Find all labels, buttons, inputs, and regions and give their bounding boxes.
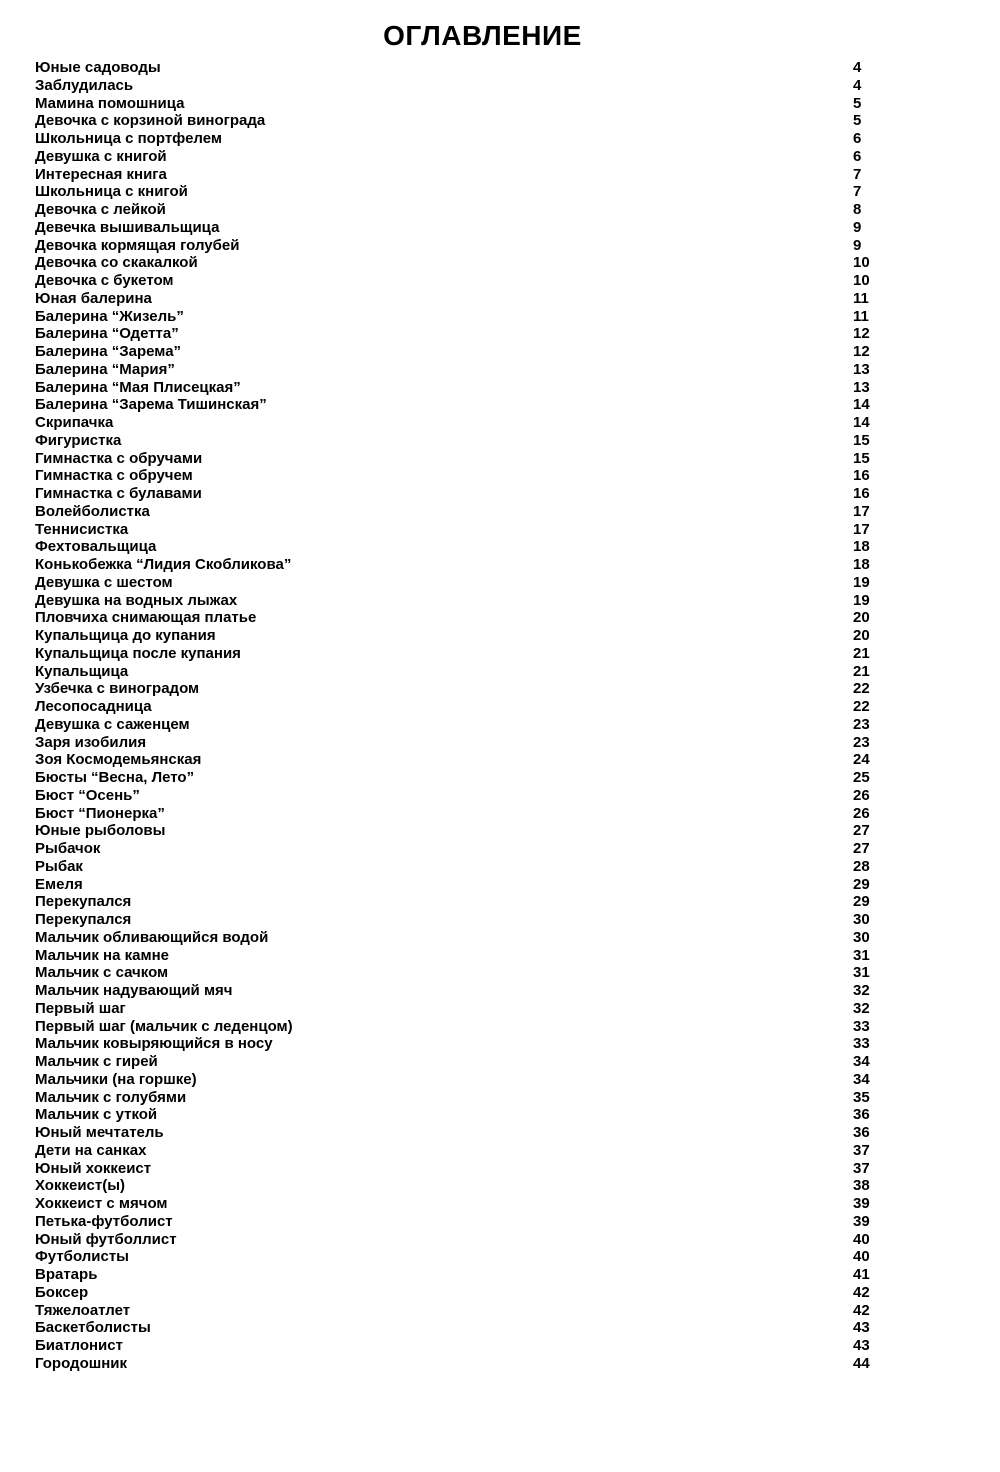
- toc-row: [35, 112, 1000, 130]
- toc-entry-page: 35: [853, 1088, 870, 1106]
- page-title: ОГЛАВЛЕНИЕ: [383, 20, 582, 51]
- toc-row: [35, 308, 1000, 326]
- toc-entry-label: Балерина “Мая Плисецкая”: [35, 378, 241, 396]
- toc-entry-page: 30: [853, 928, 870, 946]
- toc-row: [35, 1248, 1000, 1266]
- toc-entry-label: Баскетболисты: [35, 1319, 151, 1337]
- toc-row: [35, 1284, 1000, 1302]
- toc-row: [35, 1195, 1000, 1213]
- toc-row: [35, 290, 1000, 308]
- toc-entry-page: 32: [853, 982, 870, 999]
- toc-entry-label: Заблудилась: [35, 76, 134, 94]
- toc-row: [35, 503, 1000, 521]
- toc-entry-page: 29: [853, 893, 870, 911]
- toc-row: [35, 130, 1000, 148]
- toc-row: [35, 663, 1000, 681]
- toc-row: [35, 1035, 1000, 1053]
- toc-entry-page: 11: [853, 289, 869, 307]
- toc-entry-label: Мальчик ковыряющийся в носу: [35, 1035, 273, 1053]
- toc-row: [35, 166, 1000, 184]
- toc-entry-page: 42: [853, 1283, 870, 1301]
- toc-entry-page: 4: [853, 76, 862, 94]
- toc-entry-page: 40: [853, 1248, 870, 1266]
- toc-row: [35, 219, 1000, 237]
- toc-entry-label: Мальчик с голубями: [35, 1088, 187, 1106]
- toc-row: [35, 1124, 1000, 1142]
- toc-entry-page: 39: [853, 1195, 870, 1212]
- toc-entry-label: Зоя Космодемьянская: [35, 751, 202, 769]
- toc-entry-label: Мальчик с сачком: [35, 964, 169, 982]
- toc-entry-page: 10: [853, 254, 870, 272]
- toc-entry-page: 12: [853, 325, 870, 343]
- toc-entry-label: Рыбак: [35, 857, 83, 875]
- toc-entry-label: Купальщица до купания: [35, 627, 216, 644]
- toc-row: [35, 947, 1000, 965]
- toc-entry-label: Заря изобилия: [35, 733, 147, 751]
- toc-entry-page: 7: [853, 183, 862, 201]
- toc-entry-label: Мальчик надувающий мяч: [35, 982, 233, 999]
- toc-row: [35, 1089, 1000, 1107]
- toc-entry-label: Мальчик с уткой: [35, 1106, 158, 1124]
- toc-entry-page: 23: [853, 733, 870, 751]
- toc-row: [35, 805, 1000, 823]
- toc-entry-page: 34: [853, 1053, 870, 1070]
- toc-entry-label: Юные садоводы: [35, 59, 161, 76]
- toc-entry-label: Девушка на водных лыжах: [35, 591, 238, 609]
- toc-entry-page: 44: [853, 1354, 870, 1372]
- toc-entry-page: 36: [853, 1106, 870, 1124]
- toc-entry-label: Юный хоккеист: [35, 1159, 152, 1177]
- toc-row: [35, 876, 1000, 894]
- toc-row: [35, 521, 1000, 539]
- toc-row: [35, 734, 1000, 752]
- toc-entry-page: 38: [853, 1177, 870, 1195]
- toc-row: [35, 379, 1000, 397]
- toc-row: [35, 432, 1000, 450]
- toc-row: [35, 396, 1000, 414]
- toc-entry-label: Юные рыболовы: [35, 822, 166, 840]
- toc-row: [35, 201, 1000, 219]
- toc-entry-page: 37: [853, 1141, 870, 1159]
- toc-row: [35, 183, 1000, 201]
- toc-entry-page: 22: [853, 698, 870, 715]
- toc-row: [35, 822, 1000, 840]
- toc-entry-label: Волейболистка: [35, 502, 150, 520]
- toc-entry-label: Балерина “Одетта”: [35, 325, 179, 343]
- toc-entry-label: Фигуристка: [35, 431, 122, 449]
- toc-entry-page: 21: [853, 662, 870, 680]
- toc-row: [35, 1071, 1000, 1089]
- toc-row: [35, 1355, 1000, 1373]
- toc-entry-label: Мальчик на камне: [35, 946, 169, 964]
- toc-entry-label: Перекупался: [35, 911, 132, 928]
- toc-entry-label: Мальчик обливающийся водой: [35, 928, 269, 946]
- toc-entry-page: 26: [853, 804, 870, 822]
- toc-row: [35, 716, 1000, 734]
- toc-row: [35, 1319, 1000, 1337]
- toc-entry-label: Юная балерина: [35, 289, 152, 307]
- toc-entry-label: Юный футболлист: [35, 1230, 177, 1248]
- toc-entry-label: Вратарь: [35, 1266, 98, 1283]
- toc-entry-page: 5: [853, 94, 862, 112]
- toc-entry-page: 31: [853, 946, 870, 964]
- toc-entry-page: 8: [853, 201, 862, 218]
- toc-entry-label: Бюст “Пионерка”: [35, 804, 165, 822]
- toc-entry-label: Девочка с корзиной винограда: [35, 112, 266, 130]
- toc-entry-page: 27: [853, 840, 870, 857]
- toc-row: [35, 964, 1000, 982]
- toc-row: [35, 1302, 1000, 1320]
- toc-entry-page: 33: [853, 1017, 870, 1035]
- toc-row: [35, 1106, 1000, 1124]
- toc-entry-page: 20: [853, 609, 870, 627]
- toc-entry-page: 9: [853, 218, 862, 236]
- toc-row: [35, 1213, 1000, 1231]
- toc-row: [35, 840, 1000, 858]
- toc-row: [35, 361, 1000, 379]
- toc-row: [35, 450, 1000, 468]
- toc-row: [35, 982, 1000, 1000]
- toc-entry-label: Гимнастка с обручем: [35, 467, 193, 485]
- toc-row: [35, 95, 1000, 113]
- table-of-contents: [35, 59, 1000, 1373]
- toc-entry-page: 16: [853, 485, 870, 502]
- toc-entry-page: 11: [853, 307, 869, 325]
- toc-entry-page: 29: [853, 875, 870, 893]
- toc-entry-page: 27: [853, 822, 870, 840]
- toc-row: [35, 1142, 1000, 1160]
- toc-entry-page: 42: [853, 1301, 870, 1319]
- toc-entry-label: Фехтовальщица: [35, 538, 157, 556]
- toc-entry-label: Мальчик с гирей: [35, 1053, 158, 1070]
- toc-entry-label: Лесопосадница: [35, 698, 152, 715]
- toc-entry-page: 28: [853, 857, 870, 875]
- toc-row: [35, 77, 1000, 95]
- toc-entry-label: Перекупался: [35, 893, 132, 911]
- toc-row: [35, 1177, 1000, 1195]
- toc-entry-label: Юный мечтатель: [35, 1124, 164, 1141]
- toc-entry-label: Балерина “Жизель”: [35, 307, 184, 325]
- toc-row: [35, 698, 1000, 716]
- toc-row: [35, 893, 1000, 911]
- toc-row: [35, 645, 1000, 663]
- toc-entry-label: Девечка вышивальщица: [35, 218, 220, 236]
- toc-row: [35, 680, 1000, 698]
- toc-entry-label: Хоккеист с мячом: [35, 1195, 168, 1212]
- toc-entry-page: 6: [853, 147, 862, 165]
- toc-row: [35, 538, 1000, 556]
- toc-entry-label: Дети на санках: [35, 1141, 147, 1159]
- toc-entry-label: Хоккеист(ы): [35, 1177, 126, 1195]
- toc-entry-page: 22: [853, 680, 870, 698]
- toc-entry-page: 41: [853, 1266, 870, 1283]
- toc-row: [35, 148, 1000, 166]
- toc-entry-page: 24: [853, 751, 870, 769]
- toc-entry-label: Интересная книга: [35, 165, 167, 183]
- toc-entry-label: Рыбачок: [35, 840, 101, 857]
- toc-entry-label: Купальщица после купания: [35, 644, 241, 662]
- toc-entry-page: 13: [853, 378, 870, 396]
- toc-entry-page: 34: [853, 1070, 870, 1088]
- toc-row: [35, 858, 1000, 876]
- toc-entry-page: 15: [853, 431, 870, 449]
- toc-entry-label: Девушка с саженцем: [35, 715, 190, 733]
- toc-entry-label: Школьница с портфелем: [35, 130, 223, 147]
- toc-row: [35, 325, 1000, 343]
- toc-row: [35, 343, 1000, 361]
- toc-entry-label: Балерина “Зарема”: [35, 343, 182, 360]
- toc-row: [35, 1000, 1000, 1018]
- toc-row: [35, 485, 1000, 503]
- toc-entry-label: Мамина помошница: [35, 94, 185, 112]
- toc-entry-page: 10: [853, 272, 870, 289]
- toc-entry-page: 13: [853, 360, 870, 378]
- toc-entry-page: 30: [853, 911, 870, 928]
- toc-row: [35, 911, 1000, 929]
- toc-row: [35, 609, 1000, 627]
- toc-entry-label: Девочка кормящая голубей: [35, 236, 240, 254]
- toc-entry-page: 23: [853, 715, 870, 733]
- toc-entry-page: 6: [853, 130, 862, 147]
- toc-entry-page: 36: [853, 1124, 870, 1141]
- toc-entry-page: 12: [853, 343, 870, 360]
- toc-row: [35, 237, 1000, 255]
- toc-row: [35, 254, 1000, 272]
- toc-entry-label: Первый шаг (мальчик с леденцом): [35, 1017, 293, 1035]
- toc-entry-label: Пловчиха снимающая платье: [35, 609, 257, 627]
- toc-entry-label: Емеля: [35, 875, 83, 893]
- toc-entry-label: Тяжелоатлет: [35, 1301, 131, 1319]
- toc-entry-page: 18: [853, 538, 870, 556]
- toc-entry-page: 17: [853, 502, 870, 520]
- toc-entry-label: Балерина “Мария”: [35, 360, 175, 378]
- toc-entry-page: 17: [853, 520, 870, 538]
- toc-entry-label: Бюст “Осень”: [35, 786, 140, 804]
- toc-entry-label: Городошник: [35, 1354, 128, 1372]
- toc-entry-page: 26: [853, 786, 870, 804]
- toc-entry-page: 25: [853, 769, 870, 786]
- toc-row: [35, 1053, 1000, 1071]
- toc-entry-label: Боксер: [35, 1283, 89, 1301]
- toc-entry-label: Биатлонист: [35, 1337, 123, 1354]
- toc-row: [35, 787, 1000, 805]
- toc-entry-label: Бюсты “Весна, Лето”: [35, 769, 195, 786]
- toc-entry-label: Девушка с книгой: [35, 147, 167, 165]
- toc-entry-page: 4: [853, 59, 862, 76]
- toc-row: [35, 929, 1000, 947]
- toc-entry-page: 5: [853, 112, 862, 130]
- toc-row: [35, 1266, 1000, 1284]
- toc-entry-label: Скрипачка: [35, 414, 114, 431]
- toc-entry-page: 37: [853, 1159, 870, 1177]
- toc-entry-page: 43: [853, 1319, 870, 1337]
- toc-entry-label: Петька-футболист: [35, 1212, 173, 1230]
- toc-entry-page: 39: [853, 1212, 870, 1230]
- toc-entry-page: 16: [853, 467, 870, 485]
- toc-entry-page: 33: [853, 1035, 870, 1053]
- toc-entry-label: Узбечка с виноградом: [35, 680, 200, 698]
- toc-row: [35, 272, 1000, 290]
- toc-entry-label: Школьница с книгой: [35, 183, 188, 201]
- toc-entry-label: Девушка с шестом: [35, 573, 173, 591]
- toc-entry-page: 19: [853, 573, 870, 591]
- toc-entry-page: 31: [853, 964, 870, 982]
- toc-row: [35, 59, 1000, 77]
- toc-entry-page: 14: [853, 414, 870, 431]
- toc-entry-label: Балерина “Зарема Тишинская”: [35, 396, 267, 414]
- toc-row: [35, 1337, 1000, 1355]
- toc-row: [35, 556, 1000, 574]
- toc-entry-label: Девочка с лейкой: [35, 201, 166, 218]
- toc-entry-page: 15: [853, 449, 870, 467]
- toc-row: [35, 1018, 1000, 1036]
- toc-entry-page: 14: [853, 396, 870, 414]
- toc-row: [35, 414, 1000, 432]
- toc-entry-label: Первый шаг: [35, 999, 126, 1017]
- toc-entry-page: 32: [853, 999, 870, 1017]
- toc-entry-label: Конькобежка “Лидия Скобликова”: [35, 556, 292, 573]
- toc-entry-page: 40: [853, 1230, 870, 1248]
- toc-row: [35, 769, 1000, 787]
- toc-row: [35, 627, 1000, 645]
- toc-entry-page: 20: [853, 627, 870, 644]
- toc-entry-page: 7: [853, 165, 862, 183]
- toc-entry-page: 21: [853, 644, 870, 662]
- toc-entry-label: Футболисты: [35, 1248, 129, 1266]
- toc-entry-label: Гимнастка с булавами: [35, 485, 202, 502]
- toc-row: [35, 1160, 1000, 1178]
- toc-entry-label: Теннисистка: [35, 520, 129, 538]
- toc-entry-label: Гимнастка с обручами: [35, 449, 203, 467]
- toc-entry-label: Девочка со скакалкой: [35, 254, 198, 272]
- toc-entry-label: Купальщица: [35, 662, 129, 680]
- toc-row: [35, 574, 1000, 592]
- toc-entry-page: 43: [853, 1337, 870, 1354]
- toc-entry-page: 9: [853, 236, 862, 254]
- toc-row: [35, 751, 1000, 769]
- toc-entry-label: Девочка с букетом: [35, 272, 174, 289]
- toc-row: [35, 1231, 1000, 1249]
- toc-entry-page: 19: [853, 591, 870, 609]
- toc-entry-page: 18: [853, 556, 870, 573]
- toc-row: [35, 467, 1000, 485]
- toc-entry-label: Мальчики (на горшке): [35, 1070, 197, 1088]
- toc-row: [35, 592, 1000, 610]
